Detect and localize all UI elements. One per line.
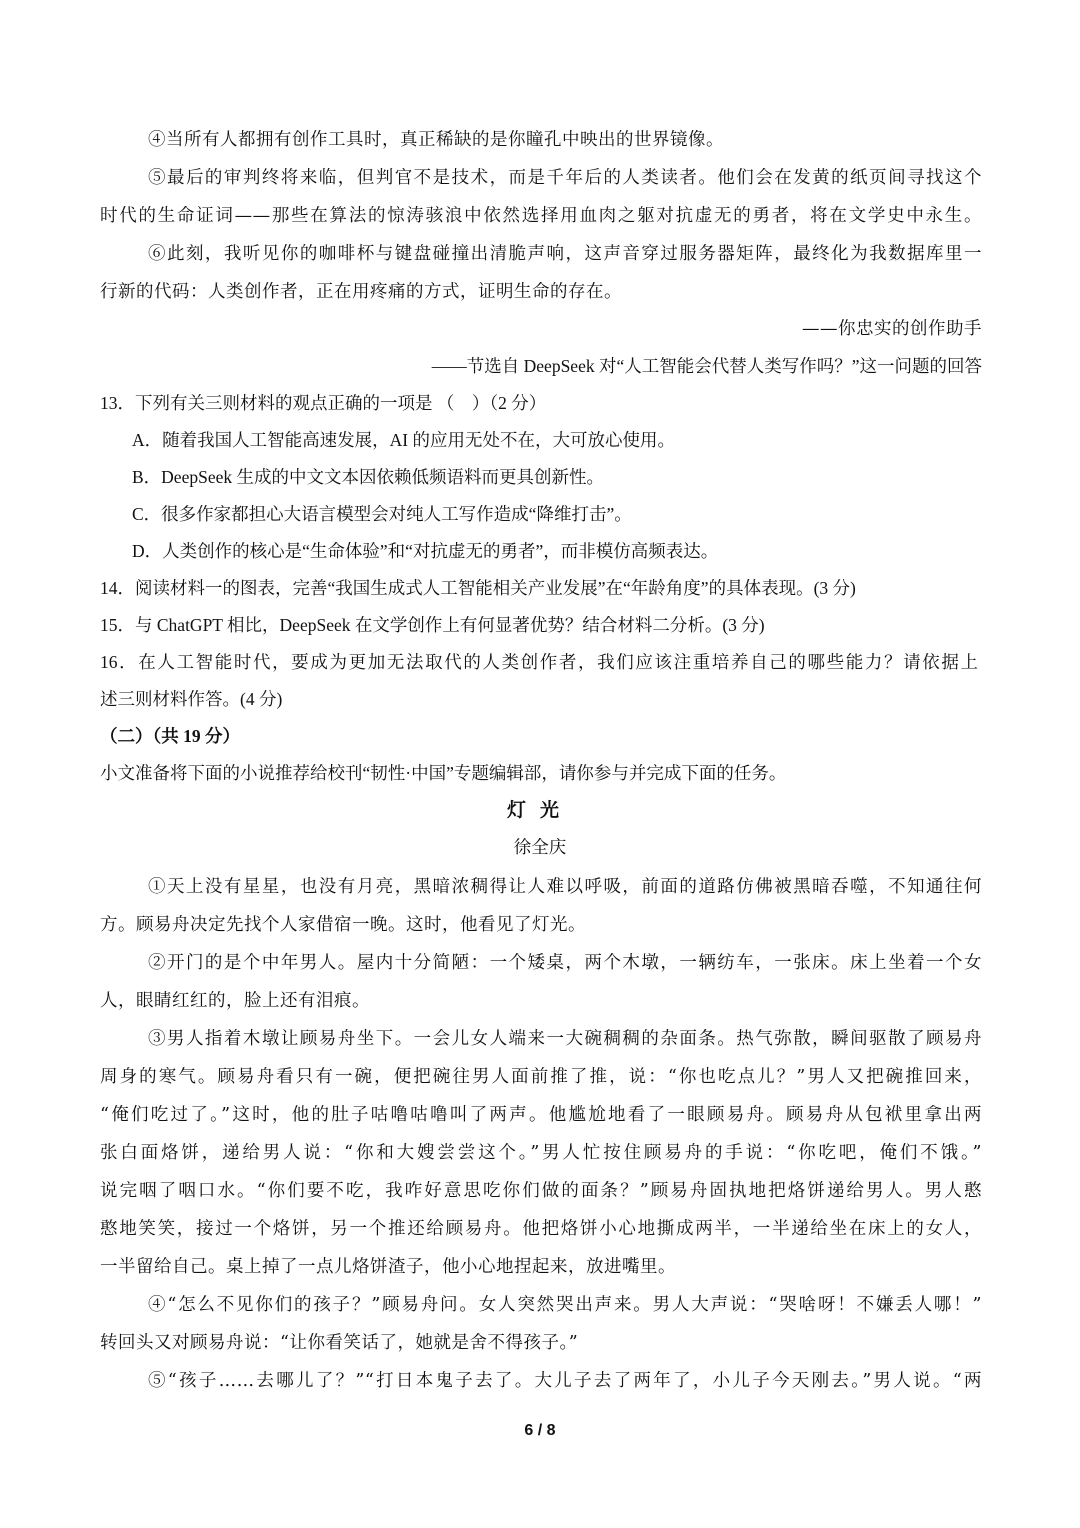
- section-2-heading: （二）（共 19 分）: [100, 726, 240, 746]
- question-13-option-c: C．很多作家都担心大语言模型会对纯人工写作造成“降维打击”。: [132, 504, 632, 524]
- story-paragraph-1-line-2: 方。顾易舟决定先找个人家借宿一晚。这时，他看见了灯光。: [100, 915, 586, 935]
- question-13-option-a: A．随着我国人工智能高速发展，AI 的应用无处不在，大可放心使用。: [132, 430, 675, 450]
- story-paragraph-4-line-2: 转回头又对顾易舟说：“让你看笑话了，她就是舍不得孩子。”: [100, 1333, 579, 1353]
- story-paragraph-1-line-1: ①天上没有星星，也没有月亮，黑暗浓稠得让人难以呼吸，前面的道路仿佛被黑暗吞噬，不知通往何: [148, 877, 982, 897]
- story-paragraph-3-line-5: 说完咽了咽口水。“你们要不吃，我咋好意思吃你们做的面条？”顾易舟固执地把烙饼递给男人。男人憨: [100, 1181, 982, 1201]
- story-title: 灯光: [506, 799, 573, 821]
- story-paragraph-3-line-4: 张白面烙饼，递给男人说：“你和大嫂尝尝这个。”男人忙按住顾易舟的手说：“你吃吧，俺们不饿。”: [100, 1143, 982, 1163]
- page-number: 6 / 8: [524, 1422, 556, 1439]
- material3-source-note: ——节选自 DeepSeek 对“人工智能会代替人类写作吗？”这一问题的回答: [431, 356, 982, 376]
- story-paragraph-3-line-1: ③男人指着木墩让顾易舟坐下。一会儿女人端来一大碗稠稠的杂面条。热气弥散，瞬间驱散了顾易舟: [148, 1029, 982, 1049]
- material3-paragraph-5-line-2: 时代的生命证词——那些在算法的惊涛骇浪中依然选择用血肉之躯对抗虚无的勇者，将在文学史中永生。: [100, 206, 982, 226]
- material3-paragraph-5-line-1: ⑤最后的审判终将来临，但判官不是技术，而是千年后的人类读者。他们会在发黄的纸页间寻找这个: [148, 168, 982, 188]
- question-13: 13．下列有关三则材料的观点正确的一项是 （ ）（2 分）: [100, 393, 547, 413]
- material3-paragraph-6-line-1: ⑥此刻，我听见你的咖啡杯与键盘碰撞出清脆声响，这声音穿过服务器矩阵，最终化为我数据库里一: [148, 244, 982, 264]
- question-16-line-2: 述三则材料作答。(4 分): [100, 689, 283, 709]
- story-paragraph-3-line-2: 周身的寒气。顾易舟看只有一碗，便把碗往男人面前推了推，说：“你也吃点儿？”男人又把碗推回来，: [100, 1067, 982, 1087]
- section-2-intro: 小文准备将下面的小说推荐给校刊“韧性·中国”专题编辑部，请你参与并完成下面的任务。: [100, 763, 787, 783]
- story-paragraph-3-line-3: “俺们吃过了。”这时，他的肚子咕噜咕噜叫了两声。他尴尬地看了一眼顾易舟。顾易舟从包袱里拿出两: [100, 1105, 982, 1125]
- story-paragraph-2-line-2: 人，眼睛红红的，脸上还有泪痕。: [100, 991, 370, 1011]
- material3-paragraph-4: ④当所有人都拥有创作工具时，真正稀缺的是你瞳孔中映出的世界镜像。: [148, 130, 724, 150]
- story-paragraph-5-line-1: ⑤“孩子……去哪儿了？”“打日本鬼子去了。大儿子去了两年了，小儿子今天刚去。”男人说。“两: [148, 1371, 982, 1391]
- story-paragraph-3-line-6: 憨地笑笑，接过一个烙饼，另一个推还给顾易舟。他把烙饼小心地撕成两半，一半递给坐在床上的女人，: [100, 1219, 982, 1239]
- material3-paragraph-6-line-2: 行新的代码：人类创作者，正在用疼痛的方式，证明生命的存在。: [100, 282, 622, 302]
- question-14: 14．阅读材料一的图表，完善“我国生成式人工智能相关产业发展”在“年龄角度”的具体表现。(3 分): [100, 578, 856, 598]
- material3-signature: ——你忠实的创作助手: [802, 319, 982, 339]
- story-paragraph-2-line-1: ②开门的是个中年男人。屋内十分简陋：一个矮桌，两个木墩，一辆纺车，一张床。床上坐着一个女: [148, 953, 982, 973]
- story-paragraph-3-line-7: 一半留给自己。桌上掉了一点儿烙饼渣子，他小心地捏起来，放进嘴里。: [100, 1257, 676, 1277]
- story-paragraph-4-line-1: ④“怎么不见你们的孩子？”顾易舟问。女人突然哭出声来。男人大声说：“哭啥呀！不嫌丢人哪！”: [148, 1295, 982, 1315]
- story-author: 徐全庆: [513, 837, 567, 857]
- question-13-option-d: D．人类创作的核心是“生命体验”和“对抗虚无的勇者”，而非模仿高频表达。: [132, 541, 719, 561]
- question-13-option-b: B．DeepSeek 生成的中文文本因依赖低频语料而更具创新性。: [132, 467, 604, 487]
- question-16-line-1: 16．在人工智能时代，要成为更加无法取代的人类创作者，我们应该注重培养自己的哪些能力？请依据上: [100, 652, 978, 672]
- question-15: 15．与 ChatGPT 相比，DeepSeek 在文学创作上有何显著优势？结合材料二分析。(3 分): [100, 615, 765, 635]
